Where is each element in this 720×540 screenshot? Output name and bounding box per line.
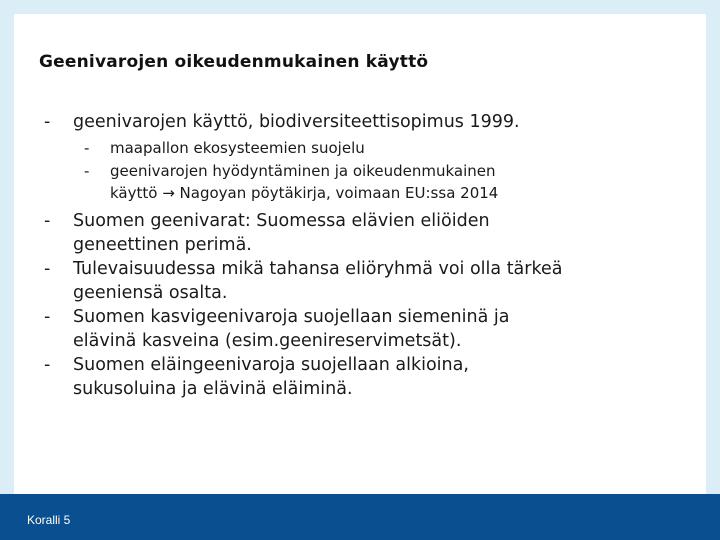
bullet-marker: - <box>44 307 51 327</box>
footer-label: Koralli 5 <box>27 513 71 527</box>
bullet-text: geenivarojen käyttö, biodiversiteettisopimus 1999. <box>73 112 520 132</box>
bullet-text: Suomen eläingeenivaroja suojellaan alkioina, <box>73 355 469 375</box>
bullet-text: Suomen kasvigeenivaroja suojellaan siemeninä ja <box>73 307 510 327</box>
sub-bullet-marker: - <box>84 162 90 180</box>
bullet-text: sukusoluina ja elävinä eläiminä. <box>73 379 353 399</box>
bullet-marker: - <box>44 355 51 375</box>
bullet-marker: - <box>44 112 51 132</box>
sub-bullet-text: geenivarojen hyödyntäminen ja oikeudenmukainen <box>110 162 496 180</box>
sub-bullet-text: käyttö → Nagoyan pöytäkirja, voimaan EU:ssa 2014 <box>110 184 499 202</box>
bullet-text: Suomen geenivarat: Suomessa elävien eliöiden <box>73 211 490 231</box>
bullet-text: Tulevaisuudessa mikä tahansa eliöryhmä voi olla tärkeä <box>73 259 563 279</box>
bullet-marker: - <box>44 259 51 279</box>
sub-bullet-marker: - <box>84 139 90 157</box>
sub-bullet-text: maapallon ekosysteemien suojelu <box>110 139 365 157</box>
bullet-text: elävinä kasveina (esim.geenireservimetsät). <box>73 331 462 351</box>
bullet-text: geeniensä osalta. <box>73 283 228 303</box>
bullet-marker: - <box>44 211 51 231</box>
slide-title: Geenivarojen oikeudenmukainen käyttö <box>39 52 429 72</box>
bullet-text: geneettinen perimä. <box>73 235 252 255</box>
footer-bar <box>0 494 720 540</box>
